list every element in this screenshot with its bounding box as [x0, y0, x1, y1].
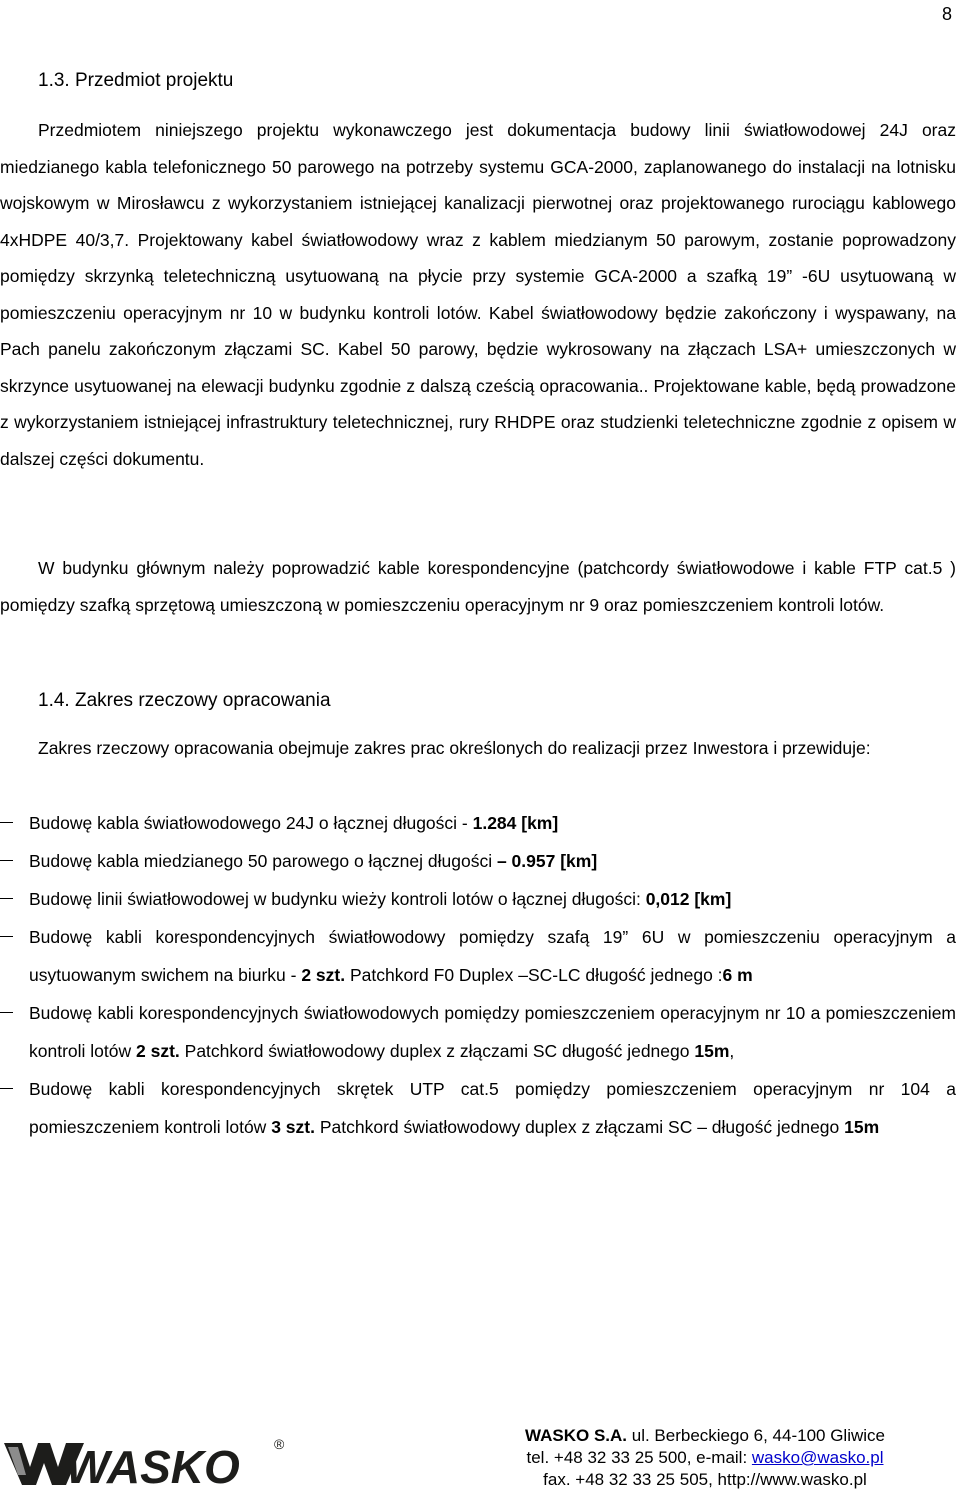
dash-bullet — [0, 1012, 13, 1013]
wasko-logo — [4, 1435, 304, 1496]
footer-tel-line: tel. +48 32 33 25 500, e-mail: wasko@wasko.pl — [526, 1448, 884, 1467]
footer-contact — [460, 1425, 950, 1491]
section-1-3-paragraph-1: Przedmiotem niniejszego projektu wykonawczego jest dokumentacja budowy linii światłowodowej 24J oraz miedzianego kabla telefonicznego 50 parowego na potrzeby systemu GCA-2000, zaplanowanego do instalacji na lotnisku wojskowym w Mirosławcu z wykorzystaniem istniejącej kanalizacji pierwotnej oraz projektowanego rurociągu kablowego 4xHDPE 40/3,7. Projektowany kabel światłowodowy wraz z kablem miedzianym 50 parowym, zostanie poprowadzony pomiędzy skrzynką teletechniczną usytuowaną na płycie przy systemie GCA-2000 a szafką 19” -6U usytuowaną w pomieszczeniu operacyjnym nr 10 w budynku kontroli lotów. Kabel światłowodowy będzie zakończony i wyspawany, na Pach panelu zakończonym złączami SC. Kabel 50 parowy, będzie wykrosowany na złączach LSA+ umieszczonych w skrzynce usytuowanej na elewacji budynku zgodnie z dalszą cześcią opracowania.. Projektowane kable, będą prowadzone z wykorzystaniem istniejącej infrastruktury teletechnicznej, rury RHDPE oraz studzienki teletechniczne zgodnie z opisem w dalszej części dokumentu. — [0, 120, 956, 469]
page-number: 8 — [941, 4, 952, 24]
list-item: Budowę kabla światłowodowego 24J o łącznej długości - 1.284 [km] — [0, 804, 956, 842]
section-heading-1-3: 1.3. Przedmiot projektu — [38, 70, 234, 91]
section-1-3-paragraph-2: W budynku głównym należy poprowadzić kable korespondencyjne (patchcordy światłowodowe i kable FTP cat.5 ) pomiędzy szafką sprzętową umieszczoną w pomieszczeniu operacyjnym nr 9 oraz pomieszczeniem kontroli lotów. — [0, 558, 956, 615]
registered-mark: ® — [274, 1436, 285, 1452]
footer-address-line: WASKO S.A. ul. Berbeckiego 6, 44-100 Gliwice — [525, 1426, 885, 1445]
wasko-logo-text: WASKO — [66, 1441, 240, 1491]
list-item: Budowę kabla miedzianego 50 parowego o łącznej długości – 0.957 [km] — [0, 842, 956, 880]
dash-bullet — [0, 860, 13, 861]
list-item: Budowę kabli korespondencyjnych skrętek UTP cat.5 pomiędzy pomieszczeniem operacyjnym nr 104 a pomieszczeniem kontroli lotów 3 szt. Patchkord światłowodowy duplex z złączami SC – długość jednego 15m — [0, 1070, 956, 1146]
list-item: Budowę kabli korespondencyjnych światłowodowy pomiędzy szafą 19” 6U w pomieszczeniu operacyjnym a usytuowanym swichem na biurku - 2 szt. Patchkord F0 Duplex –SC-LC długość jednego :6 m — [0, 918, 956, 994]
section-1-4-intro: Zakres rzeczowy opracowania obejmuje zakres prac określonych do realizacji przez Inwestora i przewiduje: — [38, 738, 871, 758]
dash-bullet — [0, 822, 13, 823]
scope-list — [0, 804, 956, 1146]
dash-bullet — [0, 1088, 13, 1089]
email-link[interactable]: wasko@wasko.pl — [751, 1448, 884, 1467]
dash-bullet — [0, 898, 13, 899]
section-heading-1-4: 1.4. Zakres rzeczowy opracowania — [38, 690, 331, 711]
wasko-logo-graphic — [4, 1435, 304, 1491]
list-item: Budowę kabli korespondencyjnych światłowodowych pomiędzy pomieszczeniem operacyjnym nr 10 a pomieszczeniem kontroli lotów 2 szt. Patchkord światłowodowy duplex z złączami SC długość jednego 15m, — [0, 994, 956, 1070]
list-item: Budowę linii światłowodowej w budynku wieży kontroli lotów o łącznej długości: 0,012 [km] — [0, 880, 956, 918]
dash-bullet — [0, 936, 13, 937]
footer-fax-line: fax. +48 32 33 25 505, http://www.wasko.pl — [543, 1470, 867, 1489]
